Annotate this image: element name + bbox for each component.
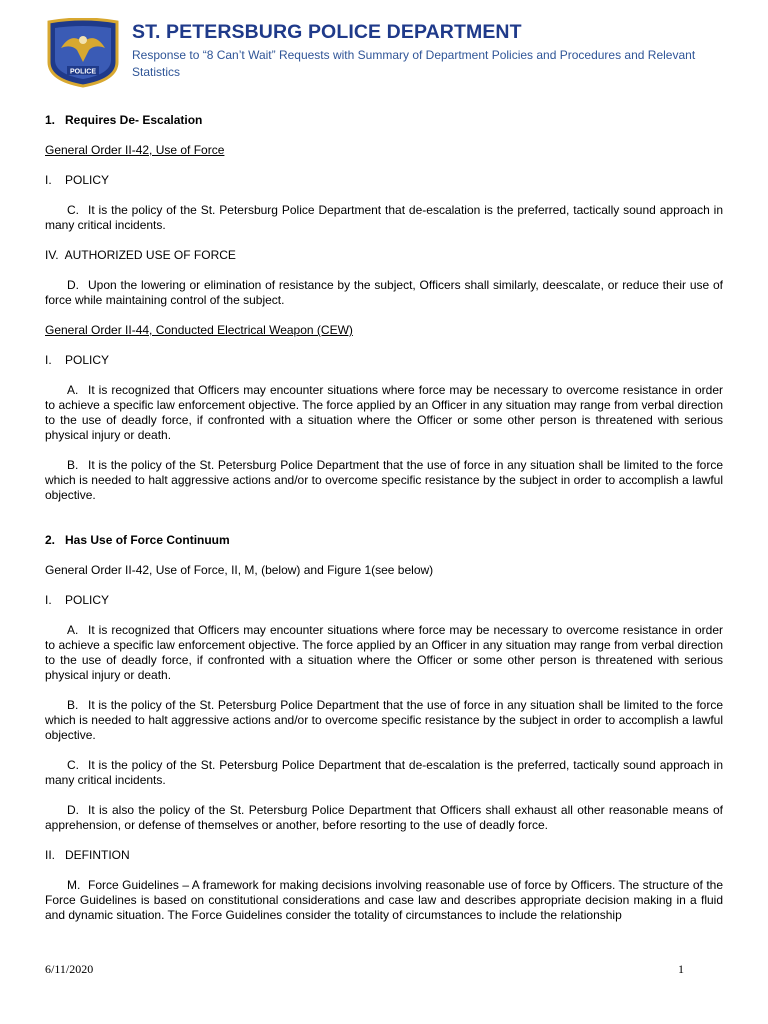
definition-paragraph: M. Force Guidelines – A framework for making decisions involving reasonable use of force by Officers. The structure of the Force Guidelines is based on constitutional considerations and case law and describes appropriate decision making in a fluid and dynamic situation. The Force Guidelines consider the totality of circumstances to include the relationship (45, 878, 723, 922)
footer-date: 6/11/2020 (45, 962, 94, 976)
section-heading: 1. Requires De- Escalation (45, 113, 203, 127)
policy-heading: IV. AUTHORIZED USE OF FORCE (45, 248, 236, 262)
policy-paragraph: C. It is the policy of the St. Petersburg Police Department that de-escalation is the preferred, tactically sound approach in many critical incidents. (45, 758, 723, 787)
policy-paragraph: B. It is the policy of the St. Petersburg Police Department that the use of force in any situation shall be limited to the force which is needed to halt aggressive actions and/or to overcome specific resistance by the subject in order to accomplish a lawful objective. (45, 458, 723, 502)
policy-heading: I. POLICY (45, 353, 110, 367)
police-badge-logo (45, 18, 121, 88)
policy-paragraph: A. It is recognized that Officers may encounter situations where force may be necessary to overcome resistance in order to achieve a specific law enforcement objective. The force applied by an Officer in any situation may range from verbal direction to the use of deadly force, if confronted with a situation where the Officer or some other person is threatened with serious physical injury or death. (45, 623, 723, 682)
svg-text:POLICE: POLICE (69, 68, 97, 76)
policy-paragraph: C. It is the policy of the St. Petersburg Police Department that de-escalation is the preferred, tactically sound approach in many critical incidents. (45, 203, 723, 232)
page-number: 1 (678, 962, 684, 976)
policy-heading: I. POLICY (45, 593, 110, 607)
policy-paragraph: A. It is recognized that Officers may encounter situations where force may be necessary to overcome resistance in order to achieve a specific law enforcement objective. The force applied by an Officer in any situation may range from verbal direction to the use of deadly force, if confronted with a situation where the Officer or some other person is threatened with serious physical injury or death. (45, 383, 723, 442)
general-order-reference: General Order II-42, Use of Force (45, 143, 225, 157)
general-order-reference: General Order II-42, Use of Force, II, M, (below) and Figure 1(see below) (45, 563, 434, 577)
policy-heading: I. POLICY (45, 173, 110, 187)
section-heading: 2. Has Use of Force Continuum (45, 533, 230, 547)
definition-heading: II. DEFINTION (45, 848, 130, 862)
document-body (45, 113, 723, 938)
policy-paragraph: D. Upon the lowering or elimination of resistance by the subject, Officers shall similarly, deescalate, or reduce their use of force while maintaining control of the subject. (45, 278, 723, 307)
document-subtitle: Response to “8 Can’t Wait” Requests with Summary of Department Policies and Procedures and Relevant Statistics (132, 48, 696, 79)
policy-paragraph: D. It is also the policy of the St. Petersburg Police Department that Officers shall exhaust all other reasonable means of apprehension, or defense of themselves or another, before resorting to the use of deadly force. (45, 803, 723, 832)
policy-paragraph: B. It is the policy of the St. Petersburg Police Department that the use of force in any situation shall be limited to the force which is needed to halt aggressive actions and/or to overcome specific resistance by the subject in order to accomplish a lawful objective. (45, 698, 723, 742)
general-order-reference: General Order II-44, Conducted Electrical Weapon (CEW) (45, 323, 353, 337)
department-title: ST. PETERSBURG POLICE DEPARTMENT (132, 21, 522, 43)
